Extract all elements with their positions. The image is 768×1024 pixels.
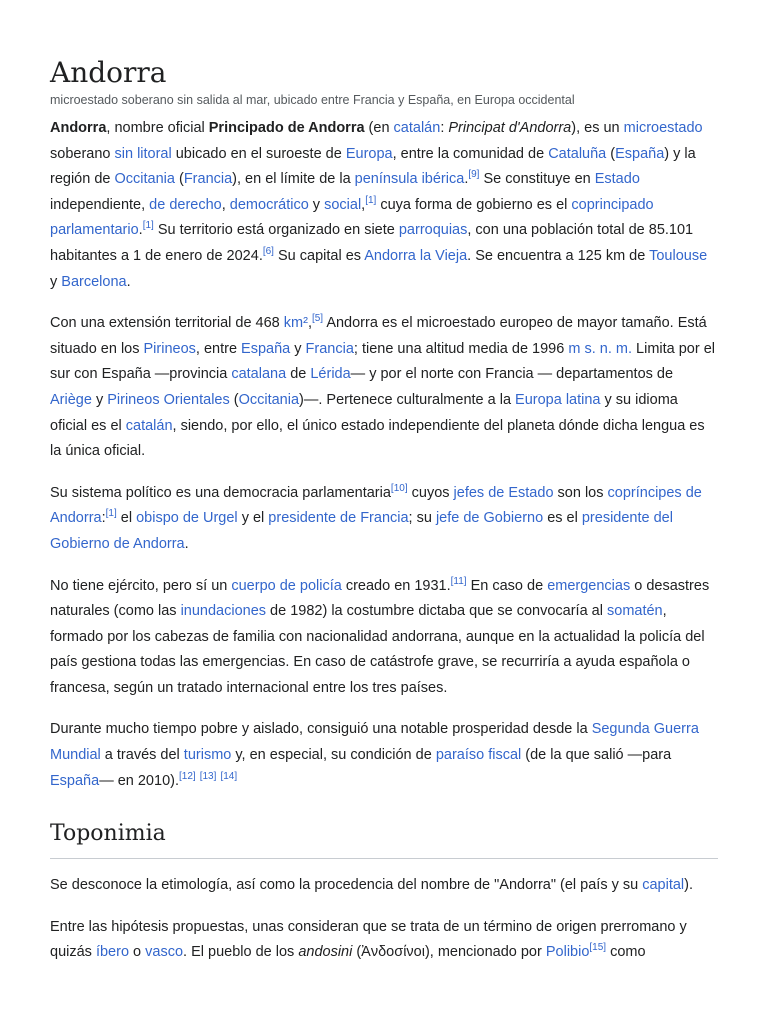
link-catalan[interactable]: catalán <box>393 120 441 136</box>
text: — y por el norte con Francia — departamentos de <box>350 366 674 383</box>
text: el <box>116 510 137 527</box>
link-espana[interactable]: España <box>615 145 665 162</box>
italic-text: andosini <box>298 944 353 961</box>
link-coprincipado[interactable]: coprincipado parlamentario <box>50 196 654 239</box>
text: , formado por los cabezas de familia con nacionalidad andorrana, aunque en la actualidad la policía del país gestiona todas las emergencias. En caso de catástrofe grave, se recurriría a ayuda española o francesa, según un tratado internacional entre los tres países. <box>50 603 705 696</box>
text: como <box>606 944 646 961</box>
text: Su capital es <box>273 247 365 264</box>
link-europa-latina[interactable]: Europa latina <box>515 391 601 408</box>
link-democratico[interactable]: democrático <box>229 196 309 213</box>
bold-text: Principado de Andorra <box>208 120 365 136</box>
text: , siendo, por ello, el único estado independiente del planeta dónde dicha lengua es la única oficial. <box>50 417 705 460</box>
text: (Ἀνδοσίνοι), mencionado por <box>352 944 546 961</box>
link-pirineos-orientales[interactable]: Pirineos Orientales <box>107 391 230 408</box>
reference-link[interactable]: [5] <box>311 313 324 325</box>
link-espana[interactable]: España <box>50 772 100 789</box>
text: , <box>221 196 230 213</box>
link-francia[interactable]: Francia <box>183 171 233 188</box>
text: : <box>101 510 106 527</box>
link-ariege[interactable]: Ariège <box>50 391 92 408</box>
text: En caso de <box>466 577 548 594</box>
text: y <box>290 340 306 357</box>
text: y su idioma oficial es el <box>50 391 678 434</box>
text: ). <box>684 877 694 894</box>
text: Con una extensión territorial de 468 <box>50 315 284 332</box>
text: , con una población total de 85.101 habitantes a 1 de enero de 2024. <box>50 222 694 264</box>
text: , entre la comunidad de <box>392 145 549 162</box>
link-jefes-de-estado[interactable]: jefes de Estado <box>453 484 554 501</box>
italic-text: Principat d'Andorra <box>448 120 572 136</box>
link-polibio[interactable]: Polibio <box>545 944 590 961</box>
text: Su territorio está organizado en siete <box>153 222 399 239</box>
text: de 1982) la costumbre dictaba que se convocaría al <box>266 603 607 620</box>
link-social[interactable]: social <box>324 196 362 213</box>
link-francia[interactable]: Francia <box>305 340 354 357</box>
text: Andorra es el microestado europeo de mayor tamaño. Está situado en los <box>50 315 707 357</box>
link-peninsula-iberica[interactable]: península ibérica <box>354 171 465 188</box>
link-msnm[interactable]: m s. n. m. <box>568 340 632 357</box>
link-somaten[interactable]: somatén <box>607 603 663 620</box>
link-andorra-la-vieja[interactable]: Andorra la Vieja <box>364 247 468 264</box>
text: (de la que salió —para <box>521 747 672 764</box>
reference-link[interactable]: [1] <box>365 194 377 206</box>
reference-link[interactable]: [10] <box>390 482 408 494</box>
paragraph-etymology <box>50 873 718 899</box>
text: . <box>138 222 143 239</box>
link-coprincipes[interactable]: copríncipes de Andorra <box>50 484 702 527</box>
link-estado[interactable]: Estado <box>594 171 640 188</box>
link-microestado[interactable]: microestado <box>623 120 703 136</box>
text: — en 2010). <box>99 772 179 789</box>
link-turismo[interactable]: turismo <box>183 747 232 764</box>
link-occitania[interactable]: Occitania <box>238 391 300 408</box>
text: . El pueblo de los <box>183 944 299 961</box>
text: Durante mucho tiempo pobre y aislado, consiguió una notable prosperidad desde la <box>50 721 592 738</box>
link-emergencias[interactable]: emergencias <box>547 577 631 594</box>
paragraph-politics <box>50 481 718 558</box>
text: , nombre oficial <box>106 120 209 136</box>
link-jefe-de-gobierno[interactable]: jefe de Gobierno <box>435 510 544 527</box>
text: . <box>184 535 189 552</box>
text: o desastres naturales (como las <box>50 577 710 620</box>
text: independiente, <box>50 196 150 213</box>
reference-link[interactable]: [1] <box>105 508 117 520</box>
link-de-derecho[interactable]: de derecho <box>149 196 222 213</box>
text: Entre las hipótesis propuestas, unas consideran que se trata de un término de origen prerromano y quizás <box>50 918 687 961</box>
text: y <box>50 273 62 290</box>
text: ), es un <box>571 120 624 136</box>
page-subtitle: microestado soberano sin salida al mar, ubicado entre Francia y España, en Europa occidental <box>50 93 575 107</box>
link-cataluna[interactable]: Cataluña <box>548 145 607 162</box>
text: o <box>129 944 146 961</box>
link-espana[interactable]: España <box>241 340 291 357</box>
text: Se constituye en <box>479 171 595 188</box>
text: es el <box>543 510 582 527</box>
paragraph-hypotheses <box>50 915 718 966</box>
text: cuyos <box>407 484 454 501</box>
link-toulouse[interactable]: Toulouse <box>649 247 708 264</box>
text: cuya forma de gobierno es el <box>376 196 572 213</box>
text: , <box>307 315 312 332</box>
link-presidente-de-francia[interactable]: presidente de Francia <box>268 510 409 527</box>
reference-link[interactable]: [9] <box>468 169 480 181</box>
link-cuerpo-de-policia[interactable]: cuerpo de policía <box>231 577 342 594</box>
link-capital[interactable]: capital <box>642 877 685 894</box>
text: de <box>286 366 311 383</box>
link-inundaciones[interactable]: inundaciones <box>180 603 267 620</box>
link-km2[interactable]: km² <box>283 315 308 332</box>
link-parroquias[interactable]: parroquias <box>398 222 468 239</box>
text: ( <box>174 171 184 188</box>
text: ubicado en el suroeste de <box>171 145 346 162</box>
reference-link[interactable]: [12] <box>179 770 196 782</box>
text: ; su <box>408 510 436 527</box>
reference-link[interactable]: [15] <box>589 942 607 954</box>
link-occitania[interactable]: Occitania <box>114 171 175 188</box>
link-catalana[interactable]: catalana <box>231 366 287 383</box>
text: No tiene ejército, pero sí un <box>50 577 232 594</box>
paragraph-security <box>50 574 718 702</box>
link-barcelona[interactable]: Barcelona <box>61 273 127 290</box>
text: Limita por el sur con España —provincia <box>50 340 716 383</box>
text: . Se encuentra a 125 km de <box>467 247 650 264</box>
reference-link[interactable]: [13] <box>199 770 217 782</box>
text: creado en 1931. <box>341 577 451 594</box>
text: son los <box>553 484 608 501</box>
link-ibero[interactable]: íbero <box>95 944 130 961</box>
text: , <box>361 196 366 213</box>
text: )—. Pertenece culturalmente a la <box>299 391 516 408</box>
link-europa[interactable]: Europa <box>345 145 393 162</box>
link-paraiso-fiscal[interactable]: paraíso fiscal <box>435 747 522 764</box>
paragraph-geography <box>50 311 718 465</box>
link-lerida[interactable]: Lérida <box>310 366 351 383</box>
link-pirineos[interactable]: Pirineos <box>143 340 196 357</box>
reference-link[interactable]: [14] <box>220 770 238 782</box>
text: . <box>126 273 131 290</box>
link-obispo-de-urgel[interactable]: obispo de Urgel <box>136 510 238 527</box>
text: y <box>308 196 325 213</box>
reference-link[interactable]: [1] <box>142 220 154 232</box>
link-vasco[interactable]: vasco <box>145 944 184 961</box>
section-heading-toponimia: Toponimia <box>50 820 718 859</box>
text: (en <box>364 120 394 136</box>
text: ), en el límite de la <box>232 171 355 188</box>
text: y, en especial, su condición de <box>231 747 436 764</box>
text: : <box>440 120 449 136</box>
text: y el <box>237 510 269 527</box>
reference-link[interactable]: [11] <box>450 575 467 587</box>
text: ( <box>606 145 616 162</box>
text: Se desconoce la etimología, así como la procedencia del nombre de "Andorra" (el país y su <box>50 877 643 894</box>
bold-text: Andorra <box>50 120 107 136</box>
text: Su sistema político es una democracia parlamentaria <box>50 484 391 501</box>
text: ( <box>229 391 239 408</box>
link-segunda-guerra-mundial[interactable]: Segunda Guerra Mundial <box>50 721 699 764</box>
text: y <box>91 391 108 408</box>
paragraph-economy <box>50 717 718 794</box>
paragraph-intro <box>50 116 718 295</box>
text: ; tiene una altitud media de 1996 <box>353 340 569 357</box>
link-sin-litoral[interactable]: sin litoral <box>114 145 172 162</box>
reference-link[interactable]: [6] <box>262 246 274 258</box>
text: soberano <box>50 145 115 162</box>
text: , entre <box>195 340 242 357</box>
link-presidente-del-gobierno[interactable]: presidente del Gobierno de Andorra <box>50 510 673 552</box>
text: . <box>464 171 469 188</box>
text: a través del <box>100 747 184 764</box>
page-title: Andorra <box>50 56 167 89</box>
text: ) y la región de <box>50 145 696 188</box>
link-catalan[interactable]: catalán <box>125 417 173 434</box>
